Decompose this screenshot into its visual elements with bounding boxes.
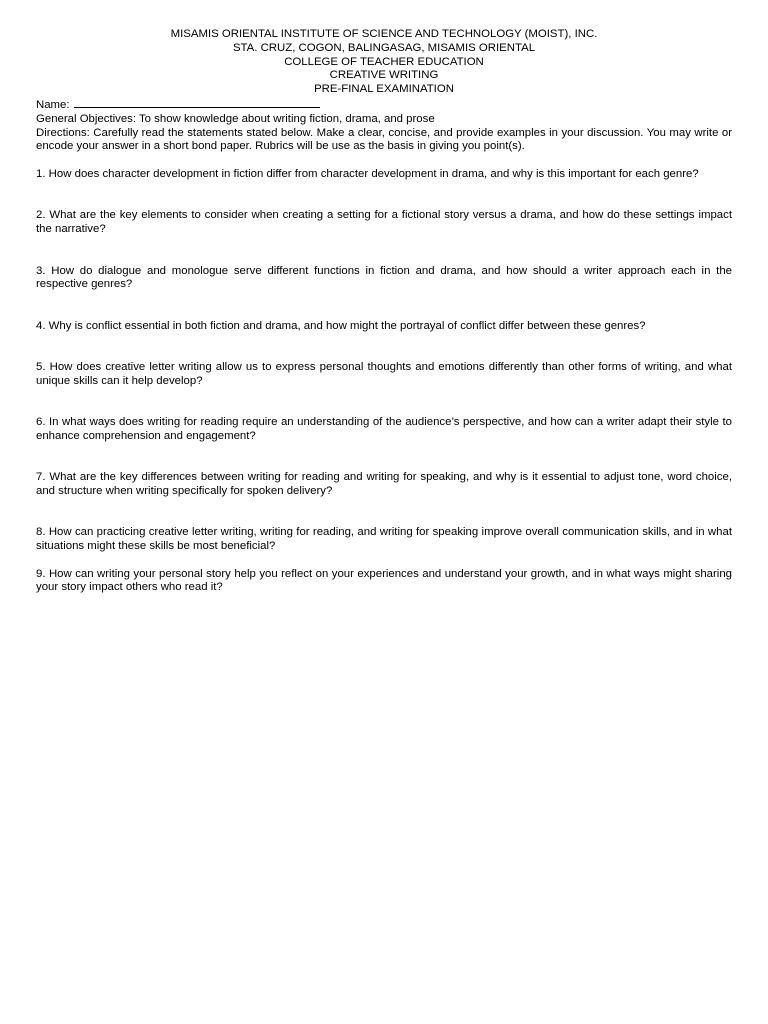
- general-objectives: General Objectives: To show knowledge about writing fiction, drama, and prose: [36, 112, 435, 125]
- course-title: CREATIVE WRITING: [329, 69, 439, 82]
- question-list: [36, 168, 732, 595]
- exam-page: [36, 28, 732, 595]
- question-1: 1. How does character development in fiction differ from character development in drama, and why is this important for each genre?: [36, 168, 699, 181]
- question-4: 4. Why is conflict essential in both fiction and drama, and how might the portrayal of conflict differ between these genres?: [36, 319, 646, 332]
- name-blank-line: [74, 97, 320, 108]
- institution-name: MISAMIS ORIENTAL INSTITUTE OF SCIENCE AND TECHNOLOGY (MOIST), INC.: [170, 28, 598, 40]
- document-header: [36, 28, 732, 97]
- question-7: 7. What are the key differences between writing for reading and writing for speaking, and why is it essential to adjust tone, word choice, and structure when writing specifically for spoken delivery?: [36, 471, 732, 497]
- college-name: COLLEGE OF TEACHER EDUCATION: [284, 55, 484, 68]
- question-2: 2. What are the key elements to consider when creating a setting for a fictional story versus a drama, and how do these settings impact the narrative?: [36, 209, 732, 236]
- question-6: 6. In what ways does writing for reading require an understanding of the audience’s perspective, and how can a writer adapt their style to enhance comprehension and engagement?: [36, 416, 732, 442]
- directions: Directions: Carefully read the statements stated below. Make a clear, concise, and provide examples in your discussion. You may write or encode your answer in a short bond paper. Rubrics will be use as the basis in giving you point(s).: [36, 126, 732, 153]
- institution-address: STA. CRUZ, COGON, BALINGASAG, MISAMIS ORIENTAL: [232, 41, 536, 54]
- question-8: 8. How can practicing creative letter writing, writing for reading, and writing for speaking improve overall communication skills, and in what situations might these skills be most beneficial?: [36, 526, 732, 553]
- question-5: 5. How does creative letter writing allow us to express personal thoughts and emotions differently than other forms of writing, and what unique skills can it help develop?: [36, 360, 732, 387]
- name-label: Name:: [36, 98, 70, 111]
- question-3: 3. How do dialogue and monologue serve different functions in fiction and drama, and how should a writer approach each in the respective genres?: [36, 264, 732, 291]
- exam-title: PRE-FINAL EXAMINATION: [314, 83, 454, 96]
- name-field: [36, 97, 732, 113]
- question-9: 9. How can writing your personal story help you reflect on your experiences and understand your growth, and in what ways might sharing your story impact others who read it?: [36, 567, 732, 594]
